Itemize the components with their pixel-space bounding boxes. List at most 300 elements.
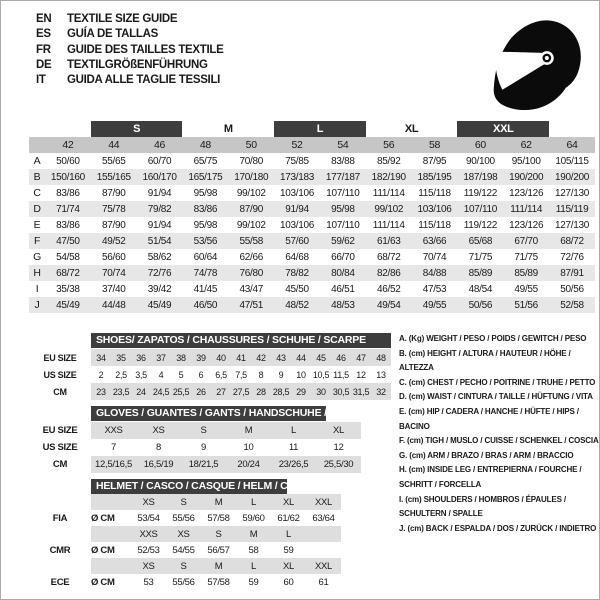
value-cell: 50/56	[560, 283, 584, 295]
size-label-cell	[306, 526, 341, 542]
value-cell: 59	[248, 576, 259, 588]
value-cell: XXS	[91, 422, 136, 439]
value-cell: 87/91	[549, 265, 595, 281]
language-code-en: EN	[36, 13, 52, 25]
language-row-it	[36, 73, 224, 88]
size-label-cell: XXL	[306, 494, 341, 510]
value-cell: 87/90	[101, 219, 126, 231]
value-cell: 95/100	[511, 155, 541, 167]
size-col-50: 50	[228, 137, 274, 153]
value-cell: 87/95	[422, 155, 447, 167]
value-cell: 11,5	[333, 369, 349, 380]
value-cell: 58	[248, 544, 259, 556]
value-cell: 170/180	[228, 169, 274, 185]
value-cell: 59/62	[320, 233, 366, 249]
value-cell: 55/56	[172, 576, 195, 588]
value-cell: 24	[131, 383, 151, 400]
value-cell: 9	[278, 369, 284, 380]
value-cell: 20/24	[226, 456, 271, 473]
size-number-row	[29, 137, 595, 153]
value-cell: 40	[211, 349, 231, 366]
value-cell: 83/88	[331, 155, 355, 167]
measurement-legend	[399, 332, 599, 536]
value-cell: 25,5/30	[316, 456, 361, 473]
measure-row-D	[29, 201, 595, 217]
value-cell: 103/106	[280, 219, 315, 231]
value-cell: 12	[333, 442, 344, 453]
value-cell: 51/54	[137, 233, 183, 249]
value-cell: 80/84	[320, 265, 366, 281]
row-key: I	[35, 283, 39, 295]
value-cell: 83/86	[182, 201, 228, 217]
standard-label: FIA	[52, 512, 68, 524]
value-cell: 165/175	[182, 169, 228, 185]
value-cell: 74/78	[182, 265, 228, 281]
value-cell: 115/118	[418, 219, 451, 231]
value-cell: 127/130	[555, 187, 590, 199]
legend-item-f: F. (cm) TIGH / MUSLO / CUISSE / SCHENKEL / COSCIA	[399, 436, 599, 446]
value-cell: 75/78	[91, 201, 137, 217]
value-cell: 25,5	[171, 383, 191, 400]
value-cell: 103/106	[280, 187, 315, 199]
value-cell: 71/75	[468, 251, 493, 263]
value-cell: 63/66	[412, 233, 458, 249]
language-code-fr: FR	[36, 43, 51, 56]
legend-item-e: E. (cm) HIP / CADERA / HANCHE / HÜFTE / HIPS / BACINO	[399, 406, 579, 431]
value-cell: 30,5	[331, 383, 351, 400]
value-cell: 60	[283, 576, 294, 588]
value-cell: 57/58	[207, 576, 230, 588]
size-col-42: 42	[45, 137, 91, 153]
value-cell: 173/183	[274, 169, 320, 185]
value-cell: 10	[243, 442, 254, 453]
helmet-size-table	[29, 478, 341, 590]
value-cell: 91/94	[274, 201, 320, 217]
value-cell: 6,5	[215, 369, 227, 380]
value-cell: 47/51	[228, 297, 274, 313]
shoes-table-title: SHOES/ ZAPATOS / CHAUSSURES / SCHUHE / SCARPE	[91, 333, 391, 348]
legend-item-d: D. (cm) WAIST / CINTURA / TAILLE / HÜFTUNG / VITA	[399, 392, 593, 402]
value-cell: 47/53	[422, 283, 447, 295]
row-key: A	[33, 155, 41, 167]
value-cell: 48/54	[468, 283, 493, 295]
value-cell: 56/57	[207, 544, 230, 556]
language-row-fr	[36, 43, 224, 58]
shoes-row-cm	[29, 383, 391, 400]
value-cell: 95/98	[320, 201, 366, 217]
size-col-60: 60	[457, 137, 503, 153]
value-cell: 65/68	[457, 233, 503, 249]
size-label-cell: L	[271, 526, 306, 542]
value-cell: 29	[291, 383, 311, 400]
value-cell: 190/200	[503, 169, 549, 185]
row-label: CM	[52, 459, 68, 470]
value-cell: 107/110	[326, 219, 360, 231]
value-cell: 59	[283, 544, 294, 556]
value-cell: 55/65	[101, 155, 126, 167]
row-key: C	[33, 187, 41, 199]
measure-row-A	[29, 153, 595, 169]
legend-item-b: B. (cm) HEIGHT / ALTURA / HAUTEUR / HÖHE / ALTEZZA	[399, 348, 571, 373]
value-cell: 111/114	[503, 201, 549, 217]
size-col-46: 46	[137, 137, 183, 153]
value-cell: 78/82	[274, 265, 320, 281]
size-group-xxl: XXL	[457, 121, 549, 137]
value-cell: 48	[371, 349, 391, 366]
helmet-sizes-row-cmr	[29, 526, 341, 542]
value-cell: 52/58	[549, 297, 595, 313]
value-cell: 49/55	[412, 297, 458, 313]
row-label: EU SIZE	[43, 352, 77, 363]
value-cell: 46	[331, 349, 351, 366]
gloves-table-title: GLOVES / GUANTES / GANTS / HANDSCHUHE / GUANTI	[91, 406, 326, 421]
legend-item-g: G. (cm) ARM / BRAZO / BRAS / ARM / BRACCIO	[399, 450, 574, 460]
size-label-cell: XL	[271, 494, 306, 510]
helmet-header-row	[29, 478, 341, 494]
value-cell: 185/195	[412, 169, 458, 185]
gloves-row-us-size	[29, 439, 361, 456]
value-cell: 75/85	[285, 155, 309, 167]
value-cell: 45/49	[45, 297, 91, 313]
value-cell: 155/165	[91, 169, 137, 185]
value-cell: 66/70	[331, 251, 355, 263]
value-cell: 7	[111, 442, 116, 453]
value-cell: L	[271, 422, 316, 439]
value-cell: 57/60	[274, 233, 320, 249]
value-cell: 38	[171, 349, 191, 366]
row-label: EU SIZE	[42, 425, 78, 436]
size-label-cell: M	[201, 558, 236, 574]
size-label-cell: XS	[166, 526, 201, 542]
row-key: F	[29, 233, 45, 249]
value-cell: 103/106	[412, 201, 458, 217]
value-cell: 182/190	[366, 169, 412, 185]
shoes-row-eu-size	[29, 349, 391, 366]
size-col-48: 48	[182, 137, 228, 153]
value-cell: 7,5	[235, 369, 247, 380]
size-group-row	[29, 121, 595, 137]
value-cell: 53/56	[182, 233, 228, 249]
value-cell: 68/72	[376, 251, 401, 263]
value-cell: 72/76	[560, 251, 584, 263]
value-cell: 119/122	[463, 187, 498, 199]
value-cell: 11	[288, 442, 299, 453]
value-cell: 44/48	[91, 297, 137, 313]
value-cell: 51/56	[503, 297, 549, 313]
value-cell	[306, 542, 341, 558]
value-cell: 49/52	[91, 233, 137, 249]
value-cell: 46/52	[376, 283, 401, 295]
value-cell: 12,5/16,5	[91, 456, 136, 473]
value-cell: 105/115	[555, 155, 589, 167]
measure-row-E	[29, 217, 595, 233]
value-cell: 36	[131, 349, 151, 366]
row-label: CM	[53, 386, 67, 397]
size-label-cell: S	[166, 494, 201, 510]
value-cell: 67/70	[503, 233, 549, 249]
unit-label: Ø CM	[91, 576, 115, 588]
value-cell: 119/122	[463, 219, 498, 231]
size-label-cell: M	[236, 526, 271, 542]
helmet-sizes-row-ece	[29, 558, 341, 574]
size-label-cell: S	[166, 558, 201, 574]
value-cell: 4	[158, 369, 164, 380]
size-label-cell: XS	[131, 558, 166, 574]
value-cell: 39/42	[147, 283, 172, 295]
language-code-it: IT	[36, 74, 46, 87]
value-cell: 83/86	[56, 219, 80, 231]
value-cell: 37/40	[101, 283, 126, 295]
value-cell: 49/55	[514, 283, 538, 295]
value-cell: 111/114	[372, 219, 405, 231]
guide-title-de: TEXTILGRÖßENFÜHRUNG	[67, 58, 208, 71]
unit-label: Ø CM	[91, 544, 115, 556]
value-cell: 62/66	[239, 251, 263, 263]
guide-title-es: GUÍA DE TALLAS	[67, 28, 158, 41]
language-row-en	[36, 12, 224, 27]
value-cell: 107/110	[326, 187, 360, 199]
value-cell: 2,5	[115, 369, 127, 380]
value-cell: 12	[356, 369, 366, 380]
value-cell: 43/47	[239, 283, 263, 295]
value-cell: 41	[231, 349, 251, 366]
value-cell: XS	[136, 422, 181, 439]
value-cell: 61	[318, 576, 329, 588]
measure-row-H	[29, 265, 595, 281]
value-cell: 53/54	[137, 512, 160, 524]
helmet-values-row-cmr	[29, 542, 341, 558]
legend-item-h: H. (cm) INSIDE LEG / ENTREPIERNA / FOURCHE / SCHRITT / FORCELLA	[399, 465, 582, 489]
measure-row-F	[29, 233, 595, 249]
value-cell: 99/102	[236, 187, 266, 199]
value-cell: 187/198	[457, 169, 503, 185]
value-cell: 35/38	[56, 283, 80, 295]
value-cell: 61/62	[277, 512, 300, 524]
measure-row-G	[29, 249, 595, 265]
row-key: D	[29, 201, 45, 217]
value-cell: 39	[191, 349, 211, 366]
value-cell: 23,5	[111, 383, 131, 400]
value-cell: M	[226, 422, 271, 439]
value-cell: 45/49	[137, 297, 183, 313]
size-label-cell: XS	[131, 494, 166, 510]
value-cell: 54/55	[172, 544, 195, 556]
value-cell: 70/74	[91, 265, 137, 281]
size-group-l: L	[274, 121, 366, 137]
value-cell: 150/160	[45, 169, 91, 185]
value-cell: 3,5	[135, 369, 147, 380]
value-cell: 72/76	[137, 265, 183, 281]
value-cell: 31,5	[351, 383, 371, 400]
standard-label: ECE	[50, 576, 70, 588]
language-row-de	[36, 58, 224, 73]
value-cell: 71/75	[514, 251, 538, 263]
value-cell: 107/110	[457, 201, 503, 217]
value-cell: 90/100	[465, 155, 495, 167]
gloves-row-eu-size	[29, 422, 361, 439]
value-cell: 91/94	[147, 187, 172, 199]
value-cell: 60/64	[193, 251, 218, 263]
value-cell: 5	[178, 369, 184, 380]
row-label: US SIZE	[42, 442, 78, 453]
gloves-header-row	[29, 405, 361, 422]
value-cell: 64/68	[285, 251, 309, 263]
value-cell: 84/88	[412, 265, 458, 281]
value-cell: 13	[376, 369, 386, 380]
value-cell: 9	[201, 442, 206, 453]
language-list	[36, 12, 224, 88]
value-cell: 53	[143, 576, 154, 588]
value-cell: 48/53	[320, 297, 366, 313]
value-cell: 2	[98, 369, 104, 380]
value-cell: 127/130	[555, 219, 590, 231]
measure-row-B	[29, 169, 595, 185]
value-cell: 43	[271, 349, 291, 366]
size-group-xl: XL	[404, 123, 419, 135]
value-cell: 56/60	[101, 251, 126, 263]
measure-row-I	[29, 281, 595, 297]
shoes-header-row	[29, 332, 391, 349]
size-col-62: 62	[503, 137, 549, 153]
size-label-cell: XXS	[131, 526, 166, 542]
legend-item-j: J. (cm) BACK / ESPALDA / DOS / ZURÜCK / INDIETRO	[399, 523, 597, 533]
value-cell: 85/92	[376, 155, 401, 167]
value-cell: 23	[91, 383, 111, 400]
gloves-size-table	[29, 405, 369, 473]
value-cell: 24,5	[151, 383, 171, 400]
row-label: US SIZE	[43, 369, 77, 380]
value-cell: 68/72	[45, 265, 91, 281]
row-key: E	[33, 219, 41, 231]
guide-title-fr: GUIDE DES TAILLES TEXTILE	[67, 43, 224, 56]
gloves-row-cm	[29, 456, 361, 473]
value-cell: 47/50	[45, 233, 91, 249]
value-cell: 58/62	[147, 251, 172, 263]
value-cell: 99/102	[366, 201, 412, 217]
value-cell: 57/58	[207, 512, 230, 524]
guide-title-it: GUIDA ALLE TAGLIE TESSILI	[67, 74, 221, 87]
standard-label: CMR	[49, 544, 71, 556]
value-cell: 91/94	[147, 219, 172, 231]
value-cell: 10	[296, 369, 306, 380]
guide-title-en: TEXTILE SIZE GUIDE	[67, 13, 178, 25]
legend-item-i: I. (cm) SHOULDERS / HOMBROS / ÉPAULES / SCHULTERN / SPALLE	[399, 494, 566, 519]
size-col-52: 52	[274, 137, 320, 153]
value-cell: 83/86	[56, 187, 80, 199]
helmet-sizes-row-fia	[29, 494, 341, 510]
value-cell: 82/86	[366, 265, 412, 281]
value-cell: 79/82	[137, 201, 183, 217]
value-cell: 18/21,5	[181, 456, 226, 473]
helmet-values-row-ece	[29, 574, 341, 590]
size-label-cell: M	[201, 494, 236, 510]
value-cell: 46/51	[331, 283, 355, 295]
value-cell: 70/74	[422, 251, 447, 263]
value-cell: 177/187	[320, 169, 366, 185]
value-cell: 42	[251, 349, 271, 366]
value-cell: 50/60	[56, 155, 80, 167]
size-col-54: 54	[320, 137, 366, 153]
row-key: H	[29, 265, 45, 281]
size-col-56: 56	[366, 137, 412, 153]
measure-row-C	[29, 185, 595, 201]
value-cell: 30	[311, 383, 331, 400]
value-cell: 111/114	[372, 187, 405, 199]
helmet-table-title: HELMET / CASCO / CASQUE / HELM / CASCO	[91, 479, 287, 494]
value-cell: 46/50	[182, 297, 228, 313]
size-col-64: 64	[549, 137, 595, 153]
value-cell: 27,5	[231, 383, 251, 400]
size-group-m: M	[223, 123, 233, 135]
value-cell: 61/63	[366, 233, 412, 249]
value-cell: 44	[291, 349, 311, 366]
row-key: J	[29, 297, 45, 313]
language-row-es	[36, 27, 224, 42]
value-cell: 45	[311, 349, 331, 366]
size-label-cell: XXL	[306, 558, 341, 574]
textile-size-table	[29, 121, 595, 313]
value-cell: 16,5/19	[136, 456, 181, 473]
size-label-cell: S	[201, 526, 236, 542]
value-cell: 8	[258, 369, 264, 380]
value-cell: 41/45	[193, 283, 218, 295]
value-cell: XL	[316, 422, 361, 439]
value-cell: 55/58	[228, 233, 274, 249]
shoes-row-us-size	[29, 366, 391, 383]
size-col-44: 44	[91, 137, 137, 153]
value-cell: 95/98	[193, 219, 218, 231]
value-cell: 63/64	[312, 512, 335, 524]
size-label-cell: XL	[271, 558, 306, 574]
value-cell: 71/74	[45, 201, 91, 217]
value-cell: 52/53	[137, 544, 160, 556]
value-cell: 99/102	[236, 219, 266, 231]
row-key: G	[33, 251, 41, 263]
value-cell: 37	[151, 349, 171, 366]
unit-label: Ø CM	[91, 512, 115, 524]
helmet-values-row-fia	[29, 510, 341, 526]
value-cell: 68/72	[549, 233, 595, 249]
value-cell: 65/75	[193, 155, 218, 167]
value-cell: 48/52	[274, 297, 320, 313]
value-cell: 45/50	[285, 283, 309, 295]
size-col-58: 58	[412, 137, 458, 153]
value-cell: 34	[91, 349, 111, 366]
value-cell: 28,5	[271, 383, 291, 400]
value-cell: 95/98	[193, 187, 218, 199]
legend-item-a: A. (Kg) WEIGHT / PESO / POIDS / GEWITCH / PESO	[399, 334, 587, 343]
value-cell: 85/89	[457, 265, 503, 281]
value-cell: 160/170	[137, 169, 183, 185]
measure-row-J	[29, 297, 595, 313]
value-cell: 6	[198, 369, 204, 380]
value-cell: 190/200	[549, 169, 595, 185]
value-cell: 27	[211, 383, 231, 400]
value-cell: 28	[251, 383, 271, 400]
value-cell: 85/89	[503, 265, 549, 281]
legend-item-c: C. (cm) CHEST / PECHO / POITRINE / TRUHE / PETTO	[399, 377, 596, 387]
value-cell: 23/26,5	[271, 456, 316, 473]
size-label-cell: L	[236, 558, 271, 574]
value-cell: 87/90	[101, 187, 126, 199]
value-cell: 8	[156, 442, 161, 453]
value-cell: 32	[371, 383, 391, 400]
value-cell: S	[181, 422, 226, 439]
value-cell: 115/118	[418, 187, 451, 199]
size-label-cell: L	[236, 494, 271, 510]
value-cell: 54/58	[56, 251, 80, 263]
value-cell: 59/60	[242, 512, 265, 524]
